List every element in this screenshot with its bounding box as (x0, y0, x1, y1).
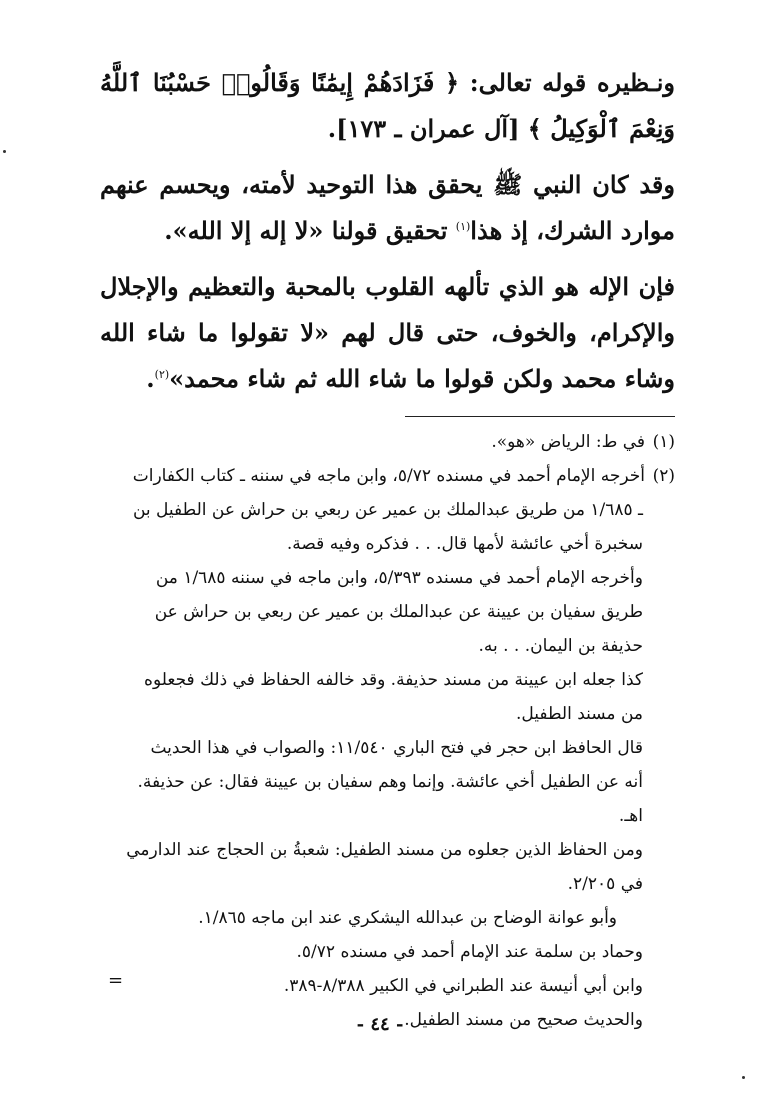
paragraph-2-text-a: وقد كان النبي ﷺ يحقق هذا التوحيد لأمته، ويحسم عنهم موارد الشرك، إذ هذا (100, 170, 675, 245)
footnote-2-number: (٢) (652, 466, 675, 486)
continuation-mark: = (108, 970, 124, 991)
footnote-2-text: أخرجه الإمام أحمد في مسنده ٥/٧٢، وابن ماجه في سننه ـ كتاب الكفارات (132, 466, 645, 486)
footnote-2-line: وحماد بن سلمة عند الإمام أحمد في مسنده ٥/٧٢. (296, 942, 643, 962)
footnote-2-line (100, 459, 675, 493)
footnote-2-line: حذيفة بن اليمان. . . به. (478, 636, 643, 656)
paragraph-3 (100, 264, 675, 402)
paragraph-1 (100, 60, 675, 152)
footnote-1 (100, 425, 675, 459)
footnote-2-line: في ٢/٢٠٥. (567, 874, 643, 894)
footnote-1-number: (١) (652, 432, 675, 452)
footnote-2-line: طريق سفيان بن عيينة عن عبدالملك بن عمير عن ربعي بن حراش عن (154, 602, 643, 622)
footnote-1-text: في ط: الرياض «هو». (491, 432, 645, 452)
footnote-2-line: وابن أبي أنيسة عند الطبراني في الكبير ٨/٣٨٨-٣٨٩. (283, 976, 643, 996)
paragraph-2-text-b: تحقيق قولنا «لا إله إلا الله». (164, 216, 456, 245)
scan-speck (3, 150, 6, 153)
footnote-divider (405, 416, 675, 417)
page-number: - ٤٤ - (356, 1014, 404, 1035)
paragraph-3-end: . (146, 364, 155, 393)
footnote-2-line: وأبو عوانة الوضاح بن عبدالله اليشكري عند ابن ماجه ١/٨٦٥. (198, 908, 617, 928)
quran-verse-paragraph: ونـظيره قوله تعالى: ﴿ فَزَادَهُمْ إِيمَٰنًا وَقَالُوا۟ حَسْبُنَا ٱللَّهُ وَنِعْمَ ٱلْوَكِيلُ ﴾ [آل عمران ـ ١٧٣]. (100, 68, 675, 143)
footnote-2-line: أنه عن الطفيل أخي عائشة. وإنما وهم سفيان بن عيينة فقال: عن حذيفة. (137, 772, 643, 792)
footnote-ref-2[interactable]: (٢) (154, 368, 170, 381)
footnote-2-line: سخبرة أخي عائشة لأمها قال. . . فذكره وفيه قصة. (286, 534, 643, 554)
footnote-2-line: اهـ. (618, 806, 643, 826)
scan-speck (742, 1076, 745, 1079)
footnote-2-line: من مسند الطفيل. (515, 704, 643, 724)
footnote-2-line: ـ ١/٦٨٥ من طريق عبدالملك بن عمير عن ربعي بن حراش عن الطفيل بن (132, 500, 643, 520)
footnote-2-line: قال الحافظ ابن حجر في فتح الباري ١١/٥٤٠: والصواب في هذا الحديث (150, 738, 643, 758)
footnote-2-line: كذا جعله ابن عيينة من مسند حذيفة. وقد خالفه الحفاظ في ذلك فجعلوه (144, 670, 643, 690)
footnote-2-line: والحديث صحيح من مسند الطفيل. (404, 1010, 643, 1030)
page-body (100, 60, 675, 1037)
paragraph-3-text-a: فإن الإله هو الذي تألهه القلوب بالمحبة والتعظيم والإجلال والإكرام، والخوف، حتى قال لهم (100, 272, 675, 347)
footnote-ref-1[interactable]: (١) (455, 220, 471, 233)
hadith-quote: «لا تقولوا ما شاء الله وشاء محمد ولكن قولوا ما شاء الله ثم شاء محمد» (100, 318, 675, 393)
footnotes (100, 425, 675, 1037)
paragraph-2 (100, 162, 675, 254)
footnote-2-line: ومن الحفاظ الذين جعلوه من مسند الطفيل: شعبةُ بن الحجاج عند الدارمي (126, 840, 643, 860)
footnote-divider-wrap (100, 416, 675, 417)
footnote-2-line: وأخرجه الإمام أحمد في مسنده ٥/٣٩٣، وابن ماجه في سننه ١/٦٨٥ من (155, 568, 643, 588)
main-text (100, 60, 675, 402)
